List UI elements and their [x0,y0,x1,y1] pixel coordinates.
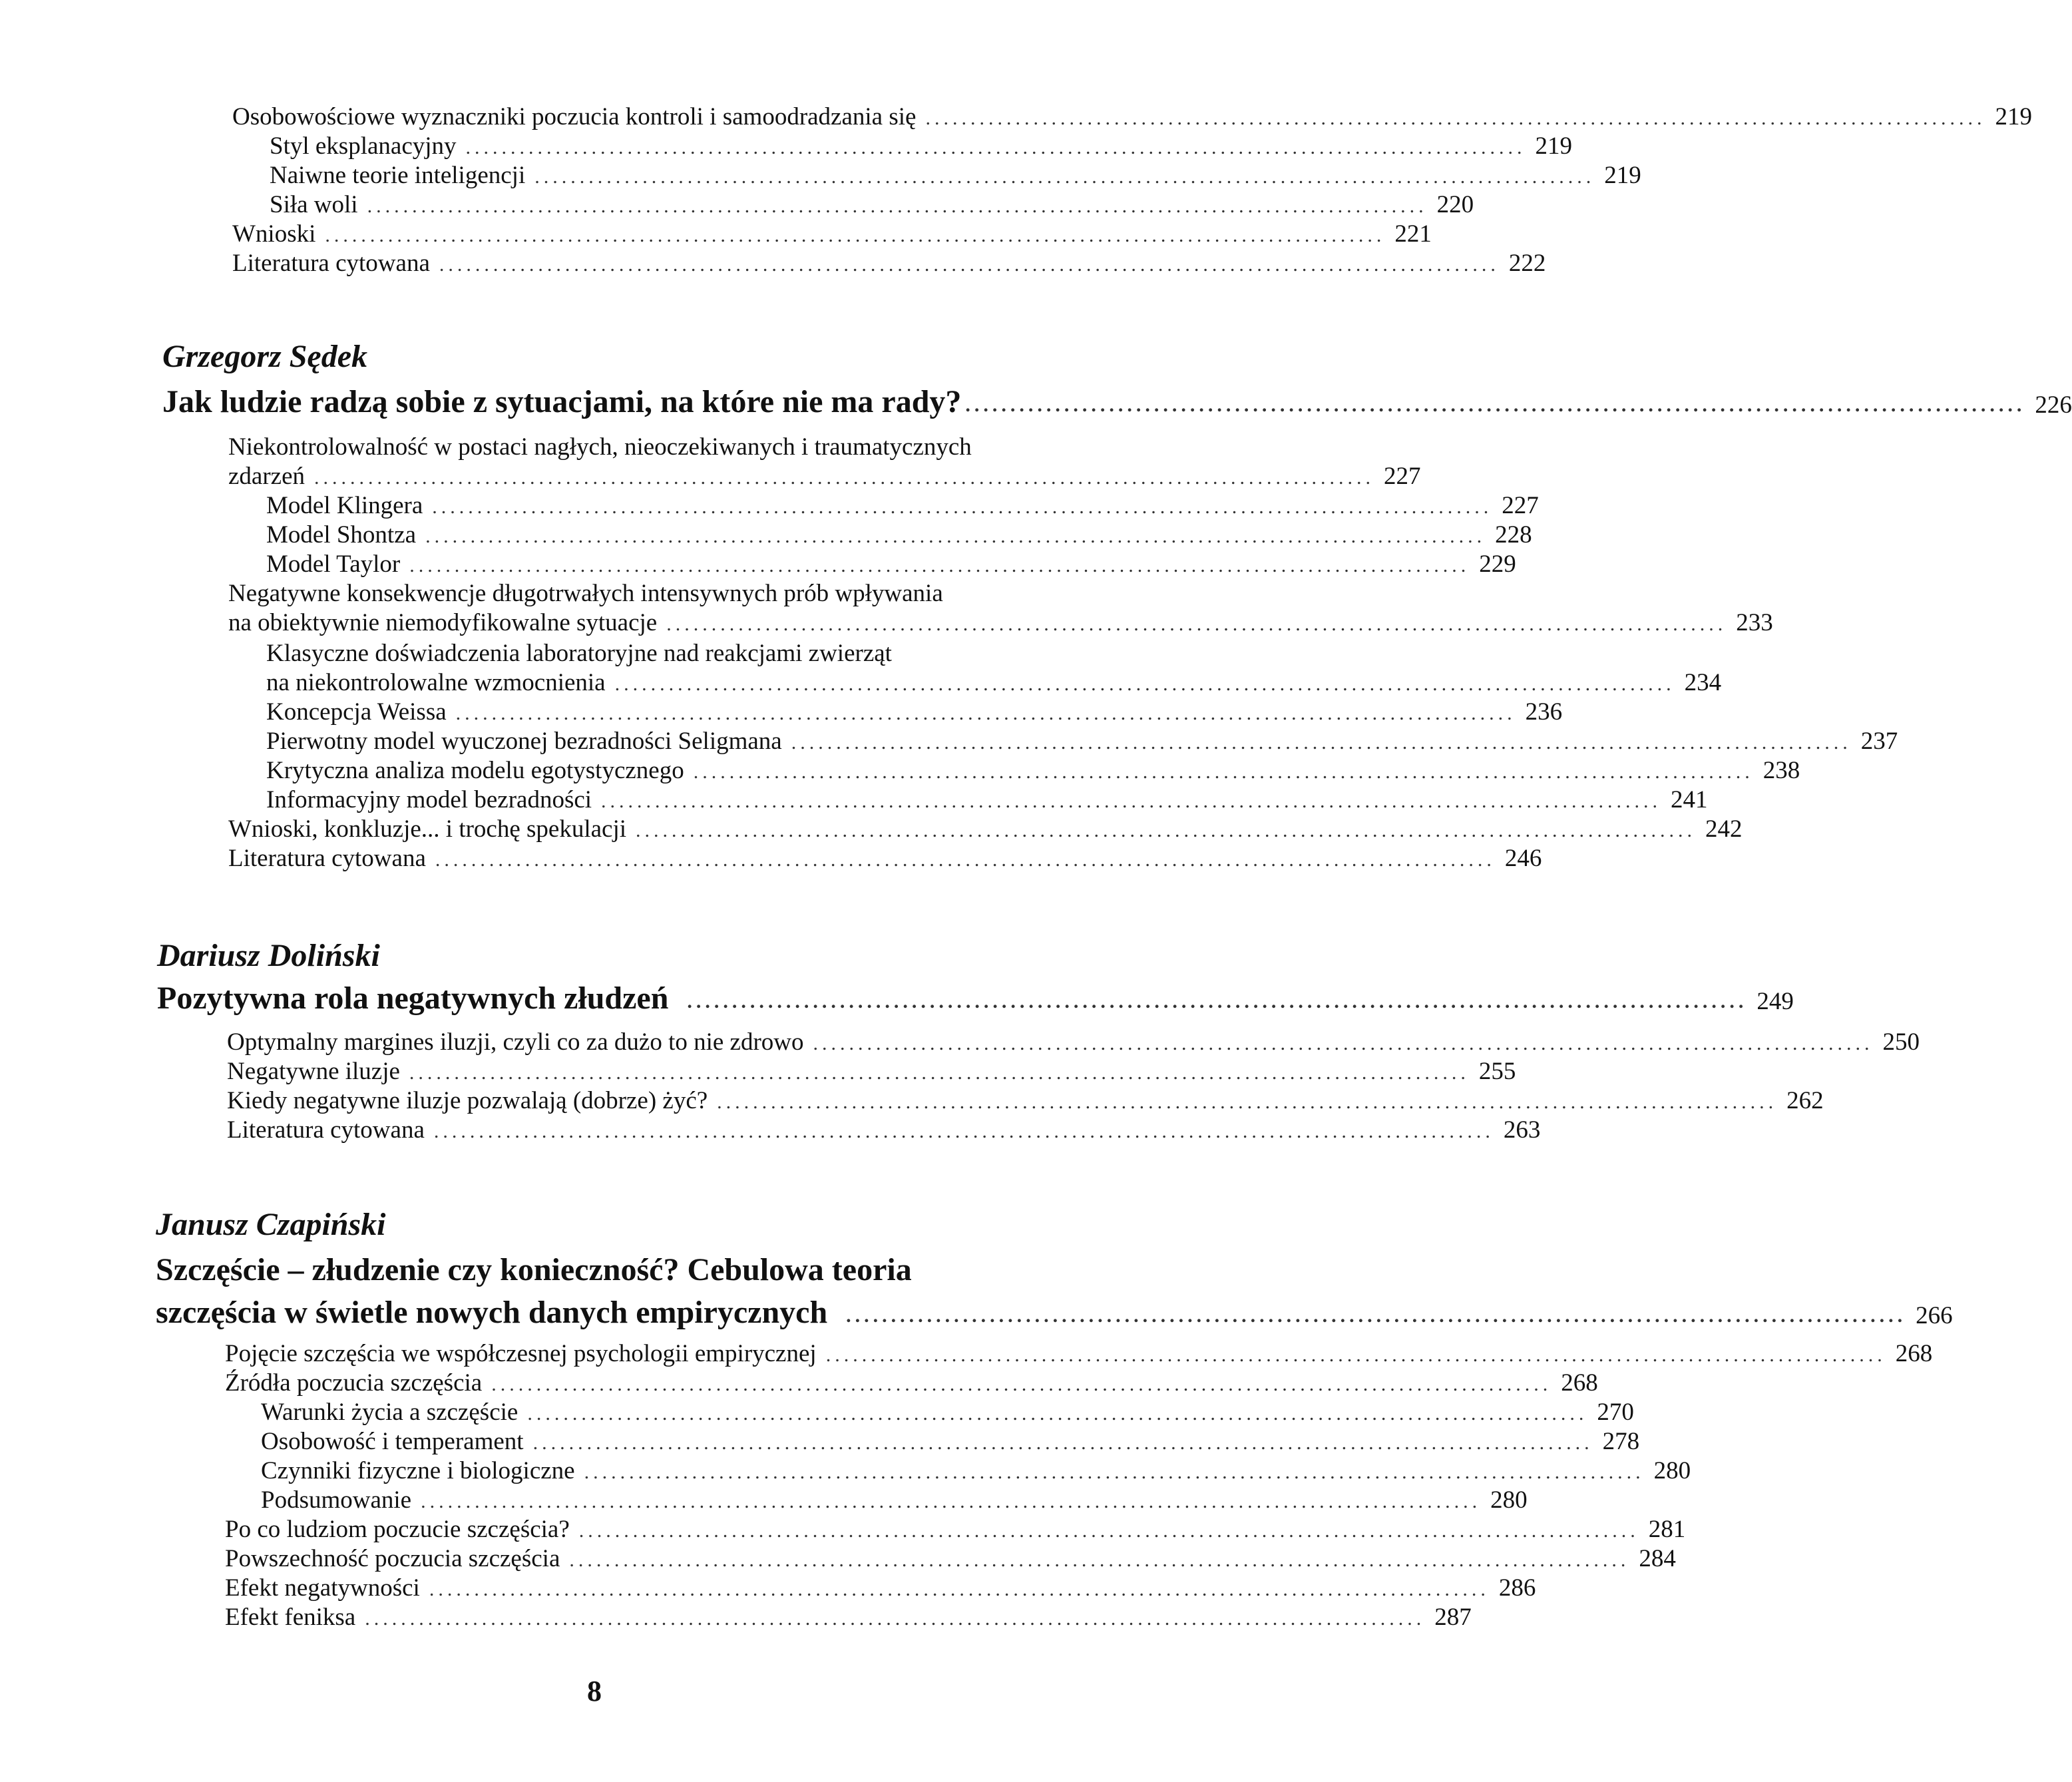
toc-entry-page: 219 [1535,132,1573,160]
dot-leader: ...................................................................................................................... [425,525,1486,547]
chapter-title-text: Jak ludzie radzą sobie z sytuacjami, na które nie ma rady? [162,384,962,419]
toc-entry-title: Informacyjny model bezradności [266,786,592,813]
toc-entry-title: Pierwotny model wyuczonej bezradności Seligmana [266,728,782,755]
toc-entry [228,608,1773,638]
dot-leader: ...................................................................................................................... [825,1344,1886,1366]
toc-entry-title: Optymalny margines iluzji, czyli co za dużo to nie zdrowo [227,1028,804,1056]
toc-entry-title: Po co ludziom poczucie szczęścia? [225,1516,570,1543]
toc-entry-title: Siła woli [270,191,358,218]
toc-entry-page: 255 [1478,1058,1516,1085]
dot-leader: ...................................................................................................................... [433,1120,1494,1142]
toc-entry-title: zdarzeń [228,463,306,490]
dot-leader: ...................................................................................................................... [601,790,1662,812]
toc-entry-page: 263 [1503,1116,1541,1144]
dot-leader: ...................................................................................................................... [965,394,2026,416]
dot-leader: ...................................................................................................................... [578,1520,1639,1542]
chapter-title-text: Pozytywna rola negatywnych złudzeń [157,981,669,1016]
dot-leader: ...................................................................................................................... [314,467,1375,489]
page-number: 8 [587,1675,602,1707]
toc-entry-line: Negatywne konsekwencje długotrwałych intensywnych prób wpływania [228,580,943,607]
toc-entry [232,103,2032,132]
chapter-title [157,980,1794,1017]
dot-leader: ...................................................................................................................... [846,1305,1907,1327]
toc-entry-title: Osobowościowe wyznaczniki poczucia kontroli i samoodradzania się [232,103,917,130]
toc-entry-page: 220 [1436,191,1474,218]
toc-entry-page: 280 [1653,1457,1691,1484]
toc-entry-line: Niekontrolowalność w postaci nagłych, nieoczekiwanych i traumatycznych [228,433,972,461]
toc-entry-page: 222 [1508,250,1546,277]
dot-leader: ...................................................................................................................... [435,849,1496,871]
toc-entry [228,844,1542,873]
toc-entry-title: na niekontrolowalne wzmocnienia [266,669,606,696]
toc-entry-title: Pojęcie szczęścia we współczesnej psychologii empirycznej [225,1340,817,1367]
toc-entry [266,698,1563,727]
dot-leader: ...................................................................................................................... [925,107,1986,129]
dot-leader: ...................................................................................................................... [614,673,1675,695]
chapter-title-page: 266 [1916,1302,1953,1329]
dot-leader: ...................................................................................................................... [527,1403,1588,1425]
toc-entry [261,1427,1640,1456]
toc-entry [227,1057,1516,1086]
toc-entry [227,1028,1920,1057]
toc-entry [261,1456,1691,1486]
toc-entry [225,1339,1933,1369]
dot-leader: ...................................................................................................................... [813,1032,1874,1054]
toc-entry [227,1116,1541,1145]
toc-entry [225,1603,1472,1632]
toc-entry-page: 278 [1602,1428,1640,1455]
chapter-title-page: 226 [2035,391,2072,419]
toc-entry-page: 237 [1860,728,1898,755]
toc-entry-page: 219 [1995,103,2032,130]
toc-entry-title: Czynniki fizyczne i biologiczne [261,1457,575,1484]
toc-entry [232,220,1432,249]
toc-entry-title: Podsumowanie [261,1486,412,1514]
toc-entry-page: 228 [1495,521,1532,549]
dot-leader: ...................................................................................................................... [409,555,1470,576]
toc-entry-title: Krytyczna analiza modelu egotystycznego [266,757,684,784]
dot-leader: ...................................................................................................................... [687,991,1748,1012]
toc-entry [266,756,1800,785]
toc-entry-title: Kiedy negatywne iluzje pozwalają (dobrze) żyć? [227,1087,708,1114]
toc-entry-title: Model Klingera [266,492,423,519]
toc-entry-page: 268 [1895,1340,1933,1367]
toc-entry [228,815,1743,844]
toc-entry [270,132,1573,161]
chapter-author: Dariusz Doliński [157,938,380,973]
toc-entry-page: 227 [1502,492,1539,519]
toc-entry-page: 250 [1882,1028,1920,1056]
toc-entry [232,249,1546,278]
toc-entry [266,668,1722,698]
chapter-title [156,1294,1953,1331]
dot-leader: ...................................................................................................................... [432,496,1493,518]
toc-entry-title: Model Shontza [266,521,417,549]
toc-entry [228,462,1421,491]
toc-entry-page: 229 [1479,551,1516,578]
toc-entry-title: Efekt negatywności [225,1574,420,1602]
toc-entry-title: Powszechność poczucia szczęścia [225,1545,560,1572]
toc-entry-title: Warunki życia a szczęście [261,1399,518,1426]
toc-entry-page: 242 [1705,815,1743,843]
toc-entry-title: Literatura cytowana [232,250,430,277]
toc-entry-page: 219 [1604,162,1641,189]
chapter-title-line: Szczęście – złudzenie czy konieczność? Cebulowa teoria [156,1252,912,1287]
toc-entry [227,1086,1824,1116]
toc-entry-page: 270 [1597,1399,1634,1426]
toc-entry-title: Koncepcja Weissa [266,698,447,726]
dot-leader: ...................................................................................................................... [693,761,1754,783]
toc-entry-title: Model Taylor [266,551,401,578]
dot-leader: ...................................................................................................................... [791,732,1852,754]
toc-entry-title: Osobowość i temperament [261,1428,524,1455]
toc-entry [266,521,1532,550]
dot-leader: ...................................................................................................................... [429,1578,1490,1600]
toc-entry [225,1369,1598,1398]
toc-entry-page: 227 [1384,463,1421,490]
dot-leader: ...................................................................................................................... [666,613,1727,635]
toc-entry [266,491,1539,521]
dot-leader: ...................................................................................................................... [532,1432,1593,1454]
toc-entry-line: Klasyczne doświadczenia laboratoryjne nad reakcjami zwierząt [266,640,892,667]
toc-entry [266,785,1708,815]
dot-leader: ...................................................................................................................... [325,224,1386,246]
toc-entry [266,727,1898,756]
toc-entry-page: 221 [1394,220,1432,248]
toc-entry-title: Wnioski, konkluzje... i trochę spekulacji [228,815,627,843]
toc-entry-title: Negatywne iluzje [227,1058,400,1085]
toc-entry-page: 246 [1504,845,1542,872]
toc-entry [270,161,1641,190]
toc-entry-title: Naiwne teorie inteligencji [270,162,526,189]
toc-entry [261,1398,1634,1427]
toc-entry-title: Literatura cytowana [227,1116,425,1144]
toc-entry-title: Źródła poczucia szczęścia [225,1369,483,1397]
dot-leader: ...................................................................................................................... [534,166,1595,188]
chapter-author: Janusz Czapiński [156,1207,386,1242]
toc-entry-page: 286 [1498,1574,1536,1602]
toc-entry-page: 284 [1639,1545,1676,1572]
dot-leader: ...................................................................................................................... [421,1490,1482,1512]
toc-entry [225,1515,1686,1544]
dot-leader: ...................................................................................................................... [636,819,1697,841]
toc-entry-page: 236 [1525,698,1563,726]
dot-leader: ...................................................................................................................... [439,254,1500,276]
toc-entry-page: 238 [1762,757,1800,784]
dot-leader: ...................................................................................................................... [717,1091,1778,1113]
chapter-title-text: szczęścia w świetle nowych danych empirycznych [156,1295,828,1330]
toc-entry [266,550,1516,579]
toc-entry-title: na obiektywnie niemodyfikowalne sytuacje [228,609,658,636]
toc-entry [225,1574,1536,1603]
toc-entry-title: Wnioski [232,220,316,248]
dot-leader: ...................................................................................................................... [455,702,1516,724]
chapter-title-page: 249 [1757,988,1794,1015]
toc-entry [261,1486,1528,1515]
toc-entry-page: 281 [1648,1516,1686,1543]
toc-entry-page: 233 [1736,609,1773,636]
toc-entry [225,1544,1676,1574]
toc-entry [270,190,1474,220]
dot-leader: ...................................................................................................................... [491,1373,1552,1395]
dot-leader: ...................................................................................................................... [569,1549,1630,1571]
toc-entry-page: 268 [1561,1369,1598,1397]
dot-leader: ...................................................................................................................... [365,1608,1426,1630]
chapter-title [162,383,2072,421]
dot-leader: ...................................................................................................................... [465,136,1526,158]
toc-entry-page: 280 [1490,1486,1528,1514]
toc-entry-title: Literatura cytowana [228,845,426,872]
toc-entry-page: 287 [1434,1604,1472,1631]
toc-entry-title: Efekt feniksa [225,1604,356,1631]
toc-entry-page: 241 [1671,786,1708,813]
dot-leader: ...................................................................................................................... [409,1062,1470,1084]
toc-entry-title: Styl eksplanacyjny [270,132,457,160]
toc-entry-page: 234 [1684,669,1722,696]
chapter-author: Grzegorz Sędek [162,339,367,374]
dot-leader: ...................................................................................................................... [584,1461,1645,1483]
dot-leader: ...................................................................................................................... [367,195,1428,217]
toc-entry-page: 262 [1786,1087,1824,1114]
